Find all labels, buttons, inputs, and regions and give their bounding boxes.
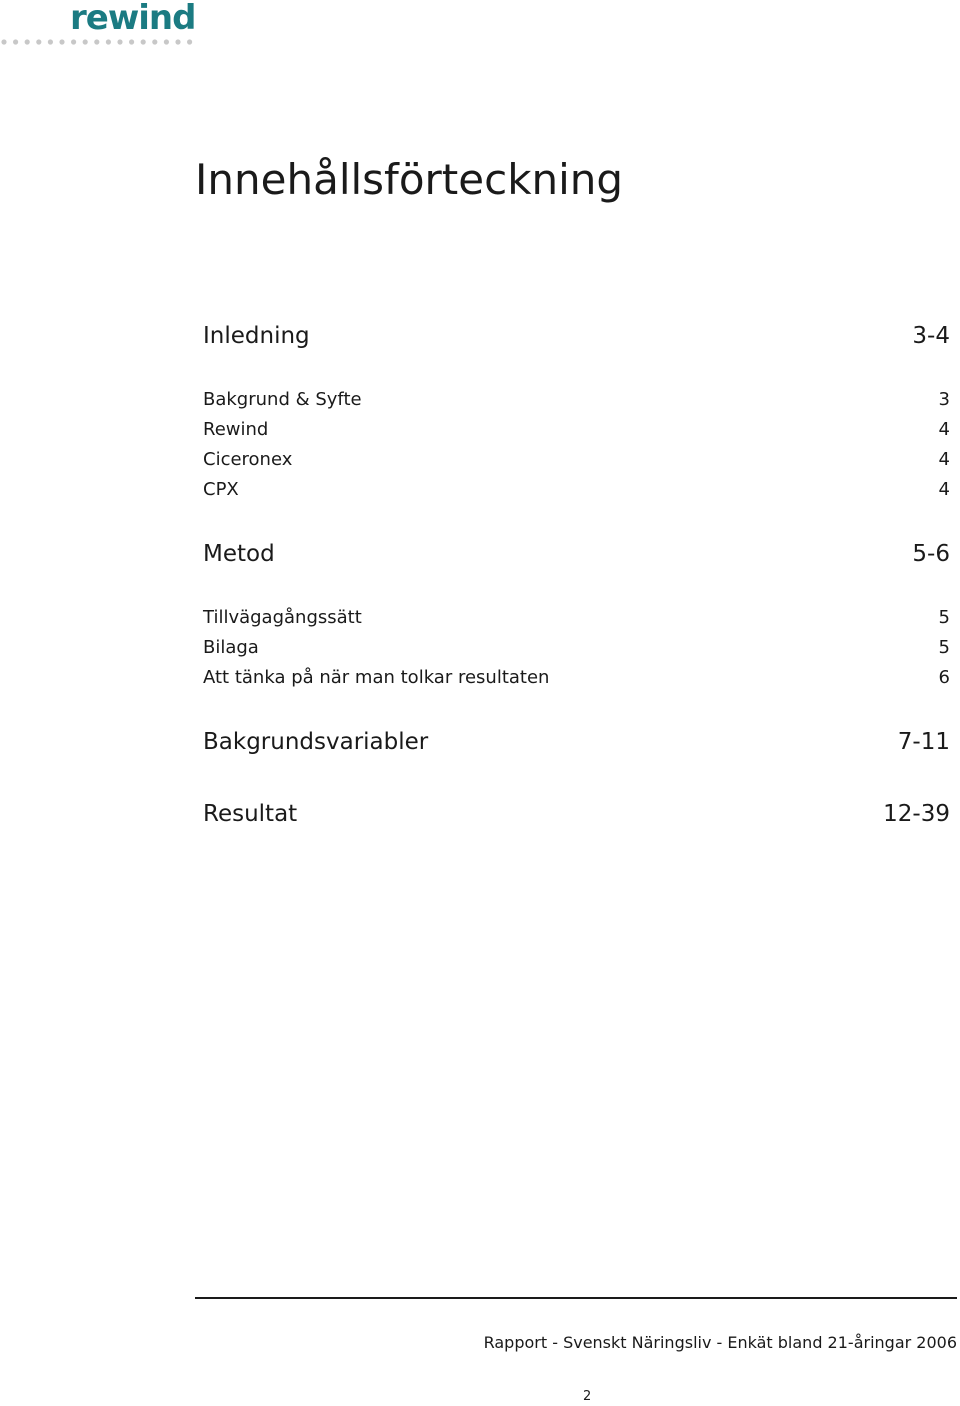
toc-entry-pages: 7-11 xyxy=(897,729,950,755)
toc-entry-tillvagagangssatt xyxy=(203,607,950,628)
toc-entry-bilaga xyxy=(203,637,950,658)
toc-entry-label: Tillvägagångssätt xyxy=(203,607,362,628)
logo-dot xyxy=(106,39,111,44)
toc-entry-pages: 4 xyxy=(938,479,950,500)
toc-entry-label: Bakgrund & Syfte xyxy=(203,389,362,410)
toc-entry-pages: 3 xyxy=(938,389,950,410)
logo-dots xyxy=(0,38,200,46)
toc-entry-label: Metod xyxy=(203,541,275,567)
logo-dot xyxy=(187,39,192,44)
logo-wordmark: rewind xyxy=(70,0,196,38)
logo-dot xyxy=(25,39,30,44)
footer-divider xyxy=(195,1297,957,1299)
logo-dot xyxy=(71,39,76,44)
page-number: 2 xyxy=(583,1389,592,1404)
logo-dot xyxy=(152,39,157,44)
toc-entry-label: Rewind xyxy=(203,419,269,440)
toc-entry-bakgrundsvariabler xyxy=(203,729,950,755)
toc-entry-pages: 12-39 xyxy=(883,801,950,827)
logo-dot xyxy=(141,39,146,44)
footer-caption: Rapport - Svenskt Näringsliv - Enkät bland 21-åringar 2006 xyxy=(483,1333,957,1352)
toc-entry-pages: 5 xyxy=(938,637,950,658)
toc-entry-pages: 3-4 xyxy=(912,323,950,349)
toc-entry-resultat xyxy=(203,801,950,827)
toc-entry-label: Bilaga xyxy=(203,637,259,658)
logo-dot xyxy=(175,39,180,44)
toc-entry-pages: 6 xyxy=(938,667,950,688)
rewind-logo xyxy=(0,0,200,50)
logo-dot xyxy=(1,39,6,44)
page-title: Innehållsförteckning xyxy=(195,155,624,204)
logo-dot xyxy=(13,39,18,44)
logo-dot xyxy=(48,39,53,44)
logo-dot xyxy=(59,39,64,44)
logo-dot xyxy=(129,39,134,44)
toc-entry-inledning xyxy=(203,323,950,349)
toc-entry-metod xyxy=(203,541,950,567)
toc-entry-label: Inledning xyxy=(203,323,310,349)
logo-dot xyxy=(117,39,122,44)
toc-entry-cpx xyxy=(203,479,950,500)
logo-dot xyxy=(83,39,88,44)
toc-entry-att-tanka xyxy=(203,667,950,688)
toc-entry-ciceronex xyxy=(203,449,950,470)
toc-entry-pages: 5 xyxy=(938,607,950,628)
toc-entry-pages: 5-6 xyxy=(912,541,950,567)
toc-entry-pages: 4 xyxy=(938,449,950,470)
logo-dot xyxy=(164,39,169,44)
toc-entry-label: Att tänka på när man tolkar resultaten xyxy=(203,667,550,688)
toc-entry-label: Resultat xyxy=(203,801,298,827)
toc-entry-bakgrund-syfte xyxy=(203,389,950,410)
logo-dot xyxy=(36,39,41,44)
toc-entry-label: Ciceronex xyxy=(203,449,293,470)
toc-entry-label: CPX xyxy=(203,479,239,500)
toc-entry-label: Bakgrundsvariabler xyxy=(203,729,429,755)
toc-entry-rewind xyxy=(203,419,950,440)
toc-entry-pages: 4 xyxy=(938,419,950,440)
logo-dot xyxy=(94,39,99,44)
